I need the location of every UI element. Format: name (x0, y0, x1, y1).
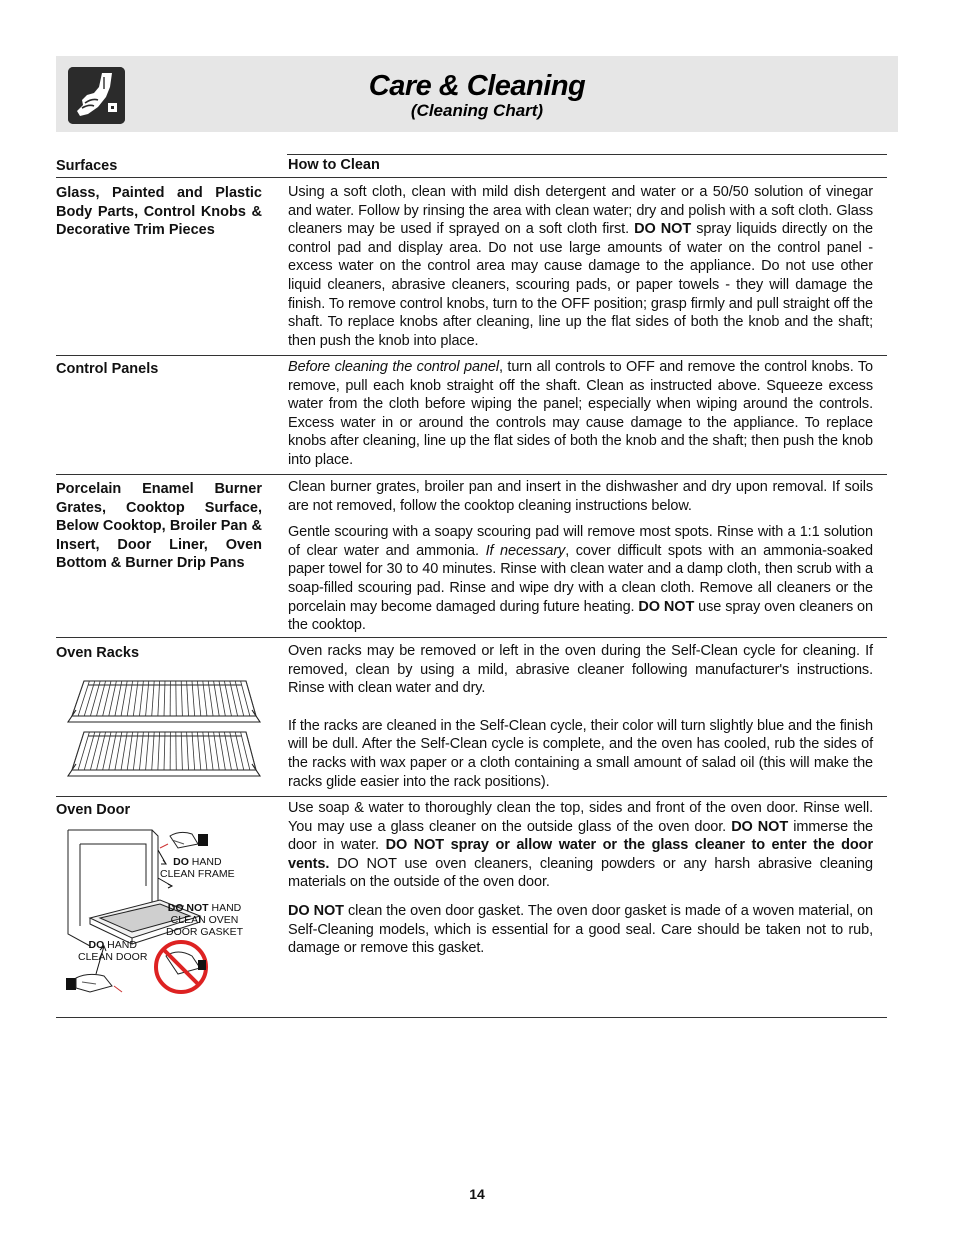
header-rule (56, 177, 887, 178)
page-title: Care & Cleaning (368, 70, 586, 102)
rack-wire (158, 681, 160, 716)
page-subtitle: (Cleaning Chart) (410, 101, 544, 120)
page-number: 14 (469, 1186, 485, 1202)
rack-wire (192, 681, 195, 716)
rack-wire (133, 732, 138, 770)
rack-wire (214, 732, 220, 770)
rack-wire (158, 732, 160, 770)
rack-wire (121, 681, 127, 716)
rack-wire (219, 732, 225, 770)
do-hand-clean-door-label: DO HAND CLEAN DOOR (78, 939, 148, 963)
rack-wire (90, 681, 100, 716)
rack-wire (241, 732, 250, 770)
rack-wire (139, 681, 143, 716)
rack-wire (197, 681, 200, 716)
rack-wire (121, 732, 127, 770)
rack-wire (208, 732, 213, 770)
rack-wire (208, 681, 213, 716)
rack-wire (192, 732, 195, 770)
rack-wire (115, 732, 122, 770)
rack-wire (219, 681, 225, 716)
rack-wire (133, 681, 138, 716)
rack-wire (164, 732, 165, 770)
rack-wire (224, 681, 231, 716)
row-divider (56, 637, 887, 638)
row-divider (56, 796, 887, 797)
rack-wire (181, 681, 182, 716)
rack-wire (127, 681, 132, 716)
surface-label: Glass, Painted and Plastic Body Parts, Control Knobs & Decorative Trim Pieces (56, 185, 262, 239)
oven-racks-illustration (64, 676, 264, 781)
rack-wire (84, 681, 95, 716)
surface-label: Oven Racks (56, 645, 140, 661)
rack-wire (72, 732, 84, 770)
cleaning-instructions: Before cleaning the control panel, turn all controls to OFF and remove the control knobs. To remove, pull each knob straight off the shaft. Clean as instructed above. Squeeze excess water from the cloth before wiping the panel; especially when wiping around the controls. Excess water in or around the controls may cause damage to the appliance. To replace knobs after cleaning, line up the flat sides of both the knob and the shaft; then push the knob into place. (288, 359, 873, 468)
rack-wire (78, 681, 89, 716)
rack-wire (224, 732, 231, 770)
row-divider (56, 474, 887, 475)
rack-wire (146, 732, 149, 770)
rack-wire (90, 732, 100, 770)
rack-wire (241, 681, 250, 716)
surface-label: Oven Door (56, 802, 131, 818)
cleaning-instructions: Oven racks may be removed or left in the oven during the Self-Clean cycle for cleaning. If removed, clean by using a mild, abrasive cleaner following manufacturer's instructions. Rinse with clean water and dry. If the racks are cleaned in the Self-Clean cycle, their color will turn slightly blue and the finish will be dull. After the Self-Clean cycle is complete, and the oven has cooled, rub the sides of the racks with wax paper or a cloth containing a small amount of salad oil (this will make the racks glide easier into the rack positions). (288, 643, 873, 790)
rack-wire (214, 681, 220, 716)
rack-wire (152, 681, 154, 716)
column-header-surfaces: Surfaces (56, 158, 118, 174)
cleaning-instructions: Using a soft cloth, clean with mild dish detergent and water or a 50/50 solution of vinegar and water. Follow by rinsing the area with clean water; dry and polish with a soft cloth. Glass cleaners may be used if sprayed on a soft cloth first. DO NOT spray liquids directly on the control pad and display area. Do not use large amounts of water on the control panel - excess water on the control area may cause damage to the appliance. Do not use other liquid cleaners, abrasive cleaners, scouring pads, or paper towels - they will damage the finish. To remove control knobs, turn to the OFF position; grasp firmly and pull straight off the shaft. To replace knobs after cleaning, line up the flat sides of both the knob and the shaft; then push the knob into place. (288, 184, 873, 349)
rack-wire (203, 681, 207, 716)
rack-wire (187, 681, 189, 716)
cleaning-instructions: Use soap & water to thoroughly clean the top, sides and front of the oven door. Rinse well. You may use a glass cleaner on the outside glass of the oven door. DO NOT immerse the door in water. DO NOT spray or allow water or the glass cleaner to enter the door vents. DO NOT use oven cleaners, cleaning powders or any harsh abrasive cleaning materials on the outside of the oven door. DO NOT clean the oven door gasket. The oven door gasket is made of a woven material, on Self-Cleaning models, which is essential for a good seal. Care should be taken not to rub, damage or remove this gasket. (288, 800, 874, 957)
rack-wire (152, 732, 154, 770)
rack-wire (84, 732, 95, 770)
rack-wire (139, 732, 143, 770)
rack-wire (187, 732, 189, 770)
rack-wire (181, 732, 182, 770)
rack-wire (72, 681, 84, 716)
row-divider (56, 355, 887, 356)
rack-wire (246, 732, 256, 770)
rack-wire (127, 732, 132, 770)
surface-label: Porcelain Enamel Burner Grates, Cooktop Surface, Below Cooktop, Broiler Pan & Insert, Door Liner, Oven Bottom & Burner Drip Pans (56, 481, 262, 572)
cleaning-instructions: Clean burner grates, broiler pan and insert in the dishwasher and dry upon removal. If soils are not removed, follow the cooktop cleaning instructions below. Gentle scouring with a soapy scouring pad will remove most spots. Rinse with a 1:1 solution of clear water and ammonia. If necessary, cover difficult spots with an ammonia-soaked paper towel for 30 to 40 minutes. Rinse with clean water and a damp cloth, then scrub with a soap-filled scouring pad. Rinse and wipe dry with a clean cloth. Remove all cleaners or the porcelain may become damaged during future heating. DO NOT use spray oven cleaners on the cooktop. (288, 479, 873, 634)
rack-wire (246, 681, 256, 716)
rack-wire (78, 732, 89, 770)
table-bottom-rule (56, 1017, 887, 1018)
rack-wire (146, 681, 149, 716)
rack-wire (164, 681, 165, 716)
rack-wire (203, 732, 207, 770)
surface-label: Control Panels (56, 361, 159, 377)
do-hand-clean-frame-label: DO HAND CLEAN FRAME (160, 856, 235, 880)
table-top-rule (287, 154, 887, 155)
rack-wire (197, 732, 200, 770)
column-header-how-to-clean: How to Clean (288, 157, 380, 173)
header-band (56, 56, 898, 132)
rack-wire (115, 681, 122, 716)
do-not-hand-clean-gasket-label: DO NOT HAND CLEAN OVEN DOOR GASKET (166, 902, 244, 938)
